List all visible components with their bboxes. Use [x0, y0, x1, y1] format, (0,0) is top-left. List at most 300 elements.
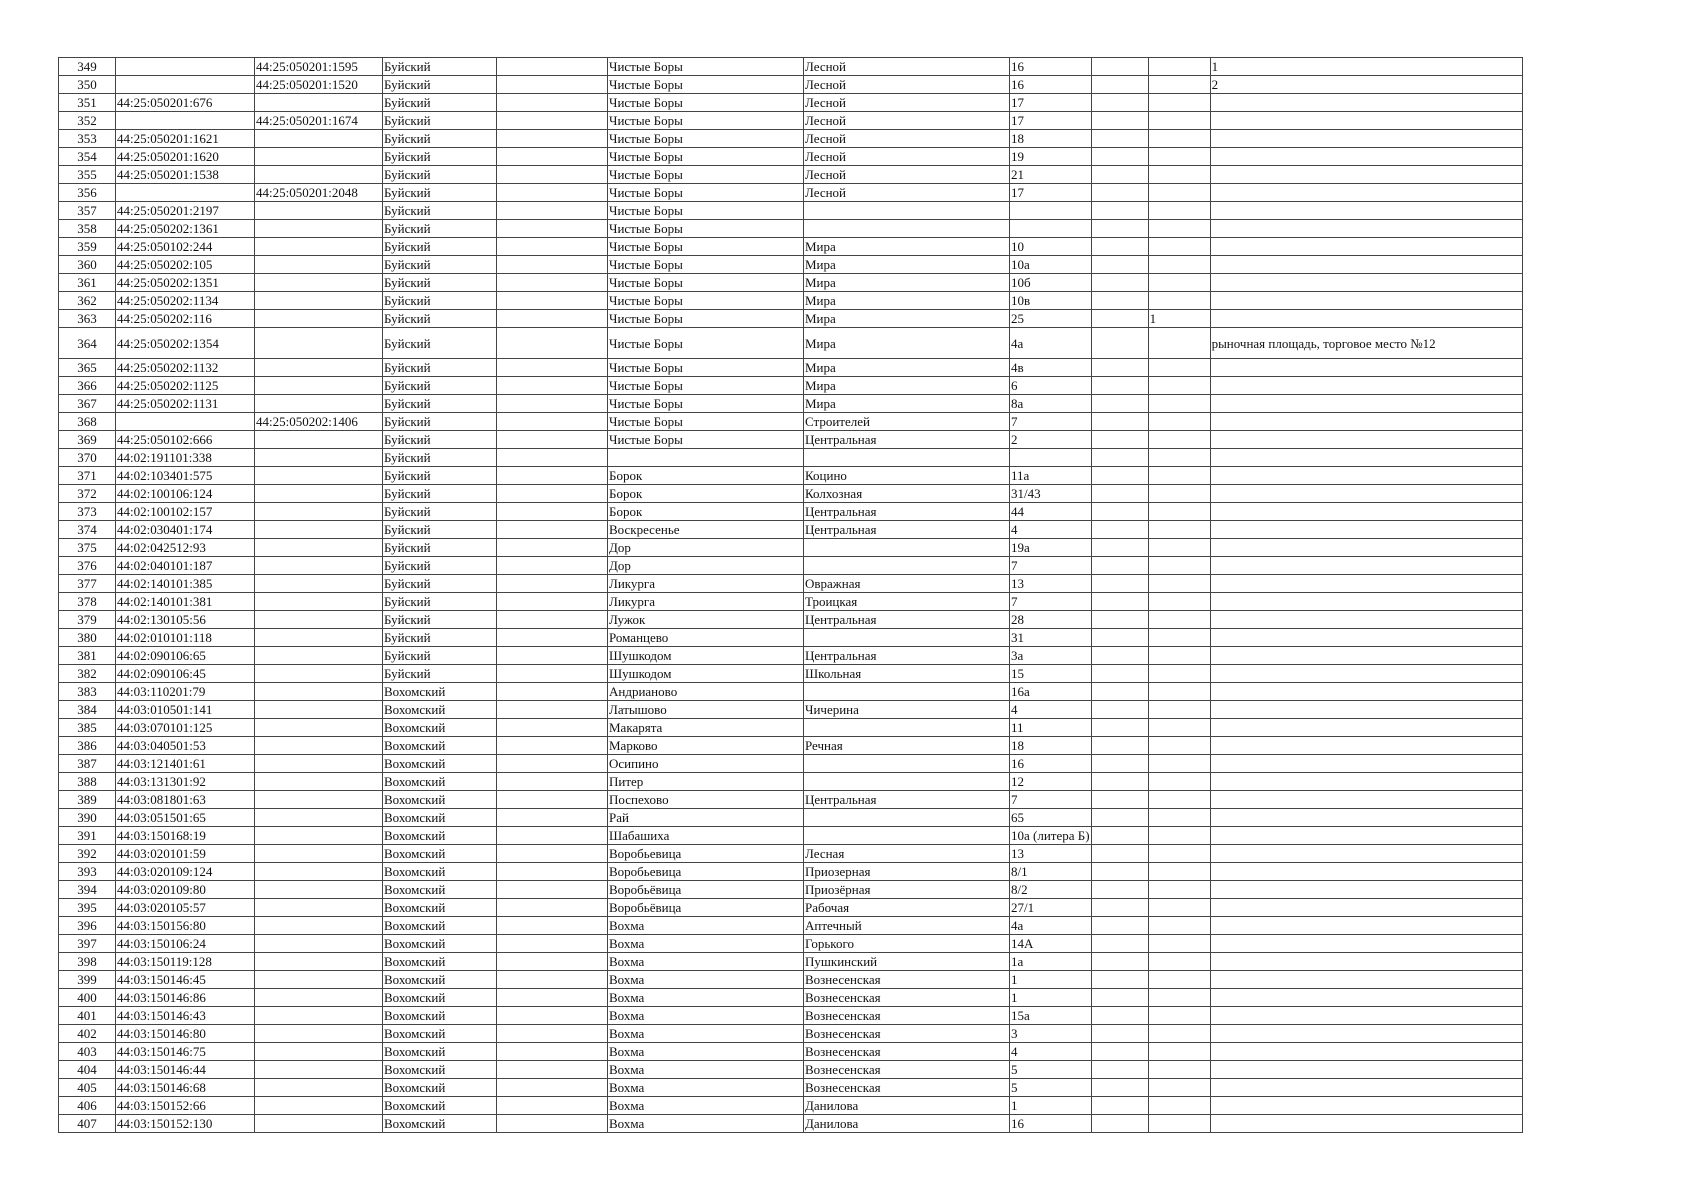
- row-number-cell: 350: [59, 76, 116, 94]
- settlement-cell: Чистые Боры: [608, 130, 804, 148]
- empty-cell: [1091, 971, 1148, 989]
- street-cell: Данилова: [804, 1115, 1010, 1133]
- row-number-cell: 355: [59, 166, 116, 184]
- house-number-cell: 17: [1010, 184, 1092, 202]
- house-number-cell: 31/43: [1010, 485, 1092, 503]
- settlement-cell: Ликурга: [608, 593, 804, 611]
- street-cell: Мира: [804, 256, 1010, 274]
- cadastral-number-alt-cell: [255, 701, 383, 719]
- note-cell: [1210, 449, 1522, 467]
- street-cell: Лесной: [804, 166, 1010, 184]
- cadastral-number-cell: 44:03:150146:68: [116, 1079, 255, 1097]
- house-number-cell: 17: [1010, 94, 1092, 112]
- empty-cell: [1091, 377, 1148, 395]
- house-number-cell: 8а: [1010, 395, 1092, 413]
- house-number-cell: 6: [1010, 377, 1092, 395]
- empty-cell: [497, 130, 608, 148]
- cadastral-number-alt-cell: [255, 755, 383, 773]
- empty-cell: [1091, 467, 1148, 485]
- extra-value-cell: [1148, 1079, 1210, 1097]
- extra-value-cell: [1148, 274, 1210, 292]
- cadastral-number-cell: 44:03:150168:19: [116, 827, 255, 845]
- table-row: [59, 238, 1523, 256]
- cadastral-number-alt-cell: [255, 881, 383, 899]
- note-cell: [1210, 665, 1522, 683]
- house-number-cell: 10: [1010, 238, 1092, 256]
- extra-value-cell: [1148, 575, 1210, 593]
- settlement-cell: Воробьёвица: [608, 881, 804, 899]
- house-number-cell: 4а: [1010, 328, 1092, 359]
- empty-cell: [497, 665, 608, 683]
- table-row: [59, 274, 1523, 292]
- street-cell: [804, 202, 1010, 220]
- row-number-cell: 380: [59, 629, 116, 647]
- empty-cell: [1091, 148, 1148, 166]
- extra-value-cell: [1148, 220, 1210, 238]
- empty-cell: [1091, 863, 1148, 881]
- settlement-cell: Вохма: [608, 1025, 804, 1043]
- note-cell: [1210, 809, 1522, 827]
- row-number-cell: 406: [59, 1097, 116, 1115]
- cadastral-number-cell: 44:25:050202:1351: [116, 274, 255, 292]
- row-number-cell: 388: [59, 773, 116, 791]
- settlement-cell: Чистые Боры: [608, 94, 804, 112]
- settlement-cell: Осипино: [608, 755, 804, 773]
- cadastral-number-alt-cell: [255, 845, 383, 863]
- street-cell: [804, 719, 1010, 737]
- street-cell: Чичерина: [804, 701, 1010, 719]
- street-cell: [804, 629, 1010, 647]
- cadastral-number-alt-cell: [255, 611, 383, 629]
- cadastral-number-cell: 44:03:150152:66: [116, 1097, 255, 1115]
- empty-cell: [1091, 130, 1148, 148]
- cadastral-number-alt-cell: [255, 773, 383, 791]
- empty-cell: [1091, 1007, 1148, 1025]
- note-cell: [1210, 256, 1522, 274]
- note-cell: [1210, 647, 1522, 665]
- empty-cell: [497, 328, 608, 359]
- cadastral-number-alt-cell: [255, 395, 383, 413]
- cadastral-number-cell: 44:03:051501:65: [116, 809, 255, 827]
- note-cell: [1210, 94, 1522, 112]
- house-number-cell: 7: [1010, 413, 1092, 431]
- empty-cell: [497, 971, 608, 989]
- district-cell: Буйский: [383, 485, 497, 503]
- table-row: [59, 395, 1523, 413]
- empty-cell: [497, 593, 608, 611]
- cadastral-number-alt-cell: [255, 485, 383, 503]
- district-cell: Вохомский: [383, 845, 497, 863]
- house-number-cell: 7: [1010, 791, 1092, 809]
- empty-cell: [497, 773, 608, 791]
- district-cell: Вохомский: [383, 917, 497, 935]
- cadastral-number-cell: 44:03:070101:125: [116, 719, 255, 737]
- row-number-cell: 367: [59, 395, 116, 413]
- house-number-cell: 18: [1010, 130, 1092, 148]
- street-cell: Пушкинский: [804, 953, 1010, 971]
- settlement-cell: Вохма: [608, 1097, 804, 1115]
- settlement-cell: Чистые Боры: [608, 112, 804, 130]
- empty-cell: [497, 184, 608, 202]
- house-number-cell: 7: [1010, 593, 1092, 611]
- settlement-cell: Чистые Боры: [608, 220, 804, 238]
- empty-cell: [497, 1115, 608, 1133]
- district-cell: Буйский: [383, 503, 497, 521]
- row-number-cell: 369: [59, 431, 116, 449]
- note-cell: [1210, 377, 1522, 395]
- cadastral-number-cell: 44:03:150146:86: [116, 989, 255, 1007]
- extra-value-cell: [1148, 503, 1210, 521]
- district-cell: Буйский: [383, 130, 497, 148]
- note-cell: [1210, 148, 1522, 166]
- street-cell: Вознесенская: [804, 1025, 1010, 1043]
- table-row: [59, 629, 1523, 647]
- cadastral-number-alt-cell: [255, 899, 383, 917]
- street-cell: [804, 220, 1010, 238]
- empty-cell: [497, 1079, 608, 1097]
- house-number-cell: 2: [1010, 431, 1092, 449]
- empty-cell: [497, 166, 608, 184]
- extra-value-cell: [1148, 989, 1210, 1007]
- street-cell: Троицкая: [804, 593, 1010, 611]
- table-row: [59, 1061, 1523, 1079]
- cadastral-number-cell: 44:25:050202:1131: [116, 395, 255, 413]
- empty-cell: [1091, 917, 1148, 935]
- district-cell: Буйский: [383, 166, 497, 184]
- district-cell: Вохомский: [383, 773, 497, 791]
- cadastral-number-alt-cell: [255, 953, 383, 971]
- table-row: [59, 827, 1523, 845]
- row-number-cell: 370: [59, 449, 116, 467]
- row-number-cell: 392: [59, 845, 116, 863]
- empty-cell: [497, 575, 608, 593]
- district-cell: Буйский: [383, 310, 497, 328]
- empty-cell: [1091, 827, 1148, 845]
- street-cell: Приозерная: [804, 863, 1010, 881]
- district-cell: Вохомский: [383, 971, 497, 989]
- cadastral-number-cell: 44:25:050202:1361: [116, 220, 255, 238]
- cadastral-number-alt-cell: 44:25:050202:1406: [255, 413, 383, 431]
- house-number-cell: 65: [1010, 809, 1092, 827]
- registry-body: [59, 58, 1523, 1133]
- table-row: [59, 665, 1523, 683]
- empty-cell: [497, 611, 608, 629]
- house-number-cell: 4: [1010, 521, 1092, 539]
- extra-value-cell: [1148, 791, 1210, 809]
- extra-value-cell: [1148, 292, 1210, 310]
- street-cell: Вознесенская: [804, 1043, 1010, 1061]
- empty-cell: [1091, 845, 1148, 863]
- house-number-cell: 1а: [1010, 953, 1092, 971]
- table-row: [59, 611, 1523, 629]
- extra-value-cell: [1148, 719, 1210, 737]
- table-row: [59, 809, 1523, 827]
- cadastral-number-alt-cell: [255, 935, 383, 953]
- extra-value-cell: [1148, 647, 1210, 665]
- note-cell: [1210, 719, 1522, 737]
- table-row: [59, 130, 1523, 148]
- cadastral-number-cell: 44:02:090106:45: [116, 665, 255, 683]
- table-row: [59, 467, 1523, 485]
- table-row: [59, 1025, 1523, 1043]
- settlement-cell: Поспехово: [608, 791, 804, 809]
- table-row: [59, 94, 1523, 112]
- table-row: [59, 791, 1523, 809]
- empty-cell: [497, 148, 608, 166]
- street-cell: Речная: [804, 737, 1010, 755]
- settlement-cell: Чистые Боры: [608, 431, 804, 449]
- extra-value-cell: [1148, 1043, 1210, 1061]
- empty-cell: [497, 683, 608, 701]
- cadastral-number-cell: 44:02:100106:124: [116, 485, 255, 503]
- house-number-cell: 21: [1010, 166, 1092, 184]
- row-number-cell: 363: [59, 310, 116, 328]
- note-cell: [1210, 899, 1522, 917]
- row-number-cell: 361: [59, 274, 116, 292]
- settlement-cell: Чистые Боры: [608, 395, 804, 413]
- cadastral-number-cell: 44:25:050201:676: [116, 94, 255, 112]
- row-number-cell: 384: [59, 701, 116, 719]
- row-number-cell: 377: [59, 575, 116, 593]
- note-cell: [1210, 827, 1522, 845]
- extra-value-cell: [1148, 256, 1210, 274]
- extra-value-cell: [1148, 395, 1210, 413]
- house-number-cell: 15: [1010, 665, 1092, 683]
- settlement-cell: Ликурга: [608, 575, 804, 593]
- cadastral-number-cell: 44:03:131301:92: [116, 773, 255, 791]
- district-cell: Буйский: [383, 292, 497, 310]
- row-number-cell: 378: [59, 593, 116, 611]
- street-cell: Мира: [804, 395, 1010, 413]
- cadastral-number-alt-cell: [255, 575, 383, 593]
- extra-value-cell: [1148, 863, 1210, 881]
- house-number-cell: 28: [1010, 611, 1092, 629]
- settlement-cell: Борок: [608, 485, 804, 503]
- cadastral-number-cell: 44:03:020105:57: [116, 899, 255, 917]
- note-cell: [1210, 202, 1522, 220]
- cadastral-number-alt-cell: [255, 629, 383, 647]
- row-number-cell: 352: [59, 112, 116, 130]
- cadastral-number-cell: [116, 58, 255, 76]
- note-cell: [1210, 845, 1522, 863]
- district-cell: Буйский: [383, 611, 497, 629]
- cadastral-number-cell: 44:03:010501:141: [116, 701, 255, 719]
- empty-cell: [1091, 737, 1148, 755]
- row-number-cell: 402: [59, 1025, 116, 1043]
- settlement-cell: Чистые Боры: [608, 274, 804, 292]
- note-cell: [1210, 791, 1522, 809]
- empty-cell: [1091, 256, 1148, 274]
- extra-value-cell: [1148, 809, 1210, 827]
- street-cell: Центральная: [804, 647, 1010, 665]
- row-number-cell: 389: [59, 791, 116, 809]
- empty-cell: [1091, 881, 1148, 899]
- street-cell: Лесной: [804, 148, 1010, 166]
- district-cell: Вохомский: [383, 1061, 497, 1079]
- extra-value-cell: [1148, 130, 1210, 148]
- street-cell: Коцино: [804, 467, 1010, 485]
- settlement-cell: Вохма: [608, 989, 804, 1007]
- note-cell: [1210, 274, 1522, 292]
- empty-cell: [497, 737, 608, 755]
- empty-cell: [497, 292, 608, 310]
- extra-value-cell: [1148, 184, 1210, 202]
- row-number-cell: 396: [59, 917, 116, 935]
- cadastral-number-alt-cell: [255, 359, 383, 377]
- note-cell: [1210, 971, 1522, 989]
- settlement-cell: Вохма: [608, 1043, 804, 1061]
- cadastral-number-alt-cell: [255, 467, 383, 485]
- settlement-cell: [608, 449, 804, 467]
- extra-value-cell: [1148, 845, 1210, 863]
- house-number-cell: 17: [1010, 112, 1092, 130]
- settlement-cell: Борок: [608, 467, 804, 485]
- district-cell: Вохомский: [383, 1007, 497, 1025]
- district-cell: Вохомский: [383, 1025, 497, 1043]
- district-cell: Вохомский: [383, 953, 497, 971]
- empty-cell: [1091, 359, 1148, 377]
- empty-cell: [497, 413, 608, 431]
- table-row: [59, 431, 1523, 449]
- row-number-cell: 359: [59, 238, 116, 256]
- row-number-cell: 371: [59, 467, 116, 485]
- note-cell: [1210, 292, 1522, 310]
- extra-value-cell: [1148, 755, 1210, 773]
- district-cell: Буйский: [383, 256, 497, 274]
- street-cell: Лесной: [804, 130, 1010, 148]
- extra-value-cell: [1148, 94, 1210, 112]
- empty-cell: [1091, 413, 1148, 431]
- cadastral-number-cell: 44:25:050201:1621: [116, 130, 255, 148]
- house-number-cell: 7: [1010, 557, 1092, 575]
- settlement-cell: Воробьевица: [608, 845, 804, 863]
- settlement-cell: Чистые Боры: [608, 256, 804, 274]
- row-number-cell: 379: [59, 611, 116, 629]
- empty-cell: [1091, 953, 1148, 971]
- street-cell: Мира: [804, 238, 1010, 256]
- cadastral-number-alt-cell: [255, 989, 383, 1007]
- row-number-cell: 357: [59, 202, 116, 220]
- empty-cell: [1091, 809, 1148, 827]
- settlement-cell: Чистые Боры: [608, 238, 804, 256]
- table-row: [59, 845, 1523, 863]
- district-cell: Вохомский: [383, 683, 497, 701]
- empty-cell: [1091, 503, 1148, 521]
- empty-cell: [497, 449, 608, 467]
- cadastral-number-cell: 44:02:140101:381: [116, 593, 255, 611]
- street-cell: Вознесенская: [804, 1079, 1010, 1097]
- empty-cell: [1091, 274, 1148, 292]
- empty-cell: [1091, 899, 1148, 917]
- note-cell: [1210, 238, 1522, 256]
- street-cell: [804, 809, 1010, 827]
- row-number-cell: 394: [59, 881, 116, 899]
- street-cell: [804, 449, 1010, 467]
- cadastral-number-cell: 44:03:020101:59: [116, 845, 255, 863]
- note-cell: [1210, 1025, 1522, 1043]
- cadastral-number-cell: 44:02:042512:93: [116, 539, 255, 557]
- cadastral-number-alt-cell: [255, 1061, 383, 1079]
- empty-cell: [497, 863, 608, 881]
- row-number-cell: 356: [59, 184, 116, 202]
- district-cell: Буйский: [383, 593, 497, 611]
- empty-cell: [497, 809, 608, 827]
- district-cell: Буйский: [383, 395, 497, 413]
- settlement-cell: Чистые Боры: [608, 184, 804, 202]
- house-number-cell: 5: [1010, 1061, 1092, 1079]
- table-row: [59, 953, 1523, 971]
- note-cell: [1210, 881, 1522, 899]
- extra-value-cell: [1148, 611, 1210, 629]
- district-cell: Буйский: [383, 539, 497, 557]
- note-cell: [1210, 683, 1522, 701]
- street-cell: Мира: [804, 328, 1010, 359]
- district-cell: Буйский: [383, 238, 497, 256]
- house-number-cell: 15а: [1010, 1007, 1092, 1025]
- table-row: [59, 989, 1523, 1007]
- note-cell: [1210, 166, 1522, 184]
- empty-cell: [497, 629, 608, 647]
- cadastral-number-alt-cell: [255, 1115, 383, 1133]
- empty-cell: [1091, 557, 1148, 575]
- empty-cell: [1091, 701, 1148, 719]
- table-row: [59, 1097, 1523, 1115]
- table-row: [59, 449, 1523, 467]
- row-number-cell: 386: [59, 737, 116, 755]
- settlement-cell: Чистые Боры: [608, 148, 804, 166]
- cadastral-number-alt-cell: [255, 1007, 383, 1025]
- district-cell: Буйский: [383, 467, 497, 485]
- empty-cell: [1091, 395, 1148, 413]
- street-cell: Колхозная: [804, 485, 1010, 503]
- empty-cell: [1091, 1061, 1148, 1079]
- settlement-cell: Шушкодом: [608, 665, 804, 683]
- cadastral-number-alt-cell: [255, 917, 383, 935]
- extra-value-cell: [1148, 467, 1210, 485]
- table-row: [59, 737, 1523, 755]
- empty-cell: [497, 1043, 608, 1061]
- cadastral-number-cell: 44:02:191101:338: [116, 449, 255, 467]
- empty-cell: [1091, 202, 1148, 220]
- district-cell: Вохомский: [383, 809, 497, 827]
- cadastral-number-alt-cell: [255, 683, 383, 701]
- empty-cell: [1091, 1115, 1148, 1133]
- table-row: [59, 148, 1523, 166]
- settlement-cell: Вохма: [608, 1007, 804, 1025]
- cadastral-number-cell: 44:02:100102:157: [116, 503, 255, 521]
- row-number-cell: 407: [59, 1115, 116, 1133]
- district-cell: Вохомский: [383, 863, 497, 881]
- note-cell: [1210, 863, 1522, 881]
- house-number-cell: 1: [1010, 989, 1092, 1007]
- extra-value-cell: [1148, 413, 1210, 431]
- empty-cell: [497, 755, 608, 773]
- empty-cell: [1091, 76, 1148, 94]
- district-cell: Вохомский: [383, 899, 497, 917]
- empty-cell: [497, 395, 608, 413]
- house-number-cell: 16: [1010, 755, 1092, 773]
- table-row: [59, 521, 1523, 539]
- registry-table: [58, 57, 1523, 1133]
- note-cell: [1210, 1061, 1522, 1079]
- table-row: [59, 1007, 1523, 1025]
- cadastral-number-cell: 44:25:050202:1125: [116, 377, 255, 395]
- district-cell: Вохомский: [383, 755, 497, 773]
- extra-value-cell: [1148, 899, 1210, 917]
- note-cell: [1210, 953, 1522, 971]
- table-row: [59, 184, 1523, 202]
- cadastral-number-alt-cell: [255, 328, 383, 359]
